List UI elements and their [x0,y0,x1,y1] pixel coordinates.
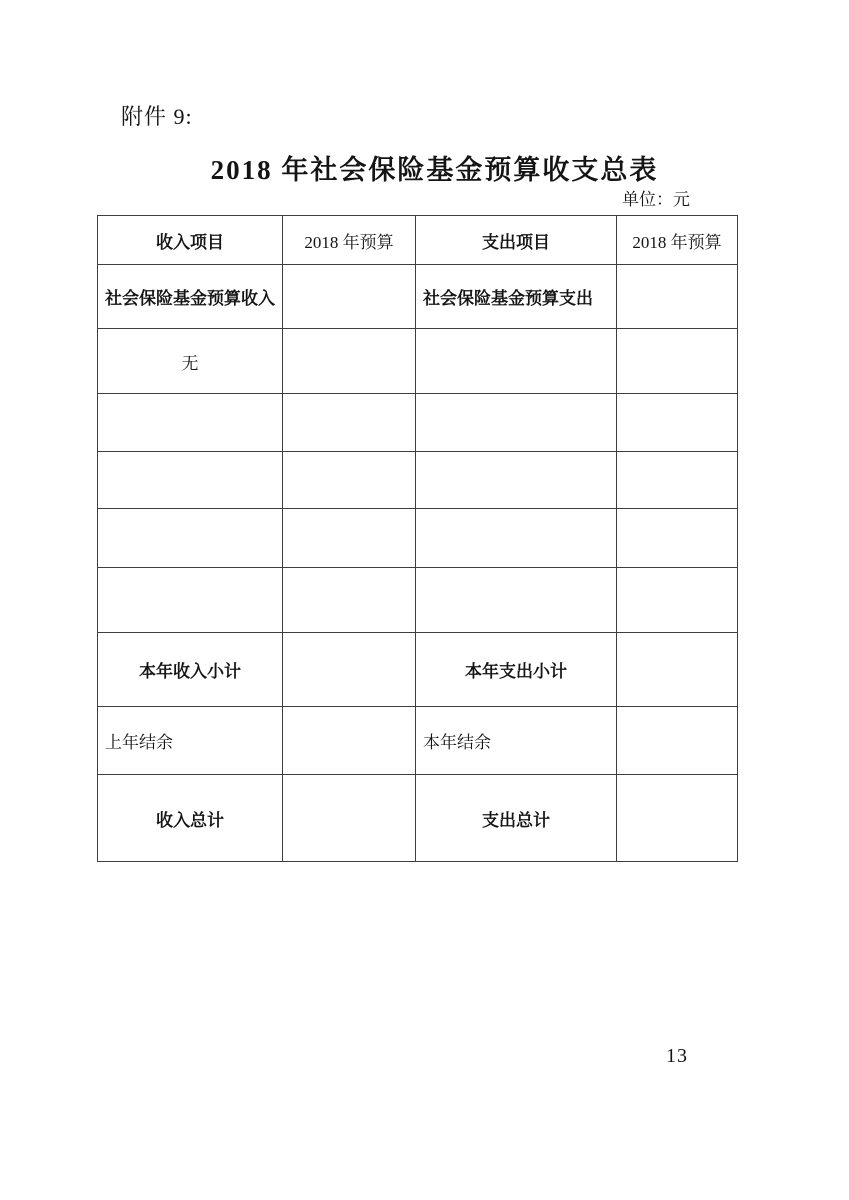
cell-expenditure-total-amount [617,775,738,862]
cell-prior-year-balance-amount [283,707,416,775]
document-title: 2018 年社会保险基金预算收支总表 [210,155,659,185]
cell-expenditure-category: 社会保险基金预算支出 [416,265,617,329]
cell-income-category: 社会保险基金预算收入 [98,265,283,329]
cell-empty [416,568,617,633]
page-number: 13 [666,1045,688,1067]
table-row-total [98,775,738,862]
header-income-items: 收入项目 [98,216,283,265]
table-header-row [98,216,738,265]
cell-prior-year-balance-label: 上年结余 [98,707,283,775]
cell-current-year-balance-amount [617,707,738,775]
attachment-label: 附件 9: [121,104,193,129]
cell-empty [617,452,738,509]
cell-empty [283,452,416,509]
table-row-empty [98,452,738,509]
cell-income-amount [283,265,416,329]
header-2018-budget-expenditure: 2018 年预算 [617,216,738,265]
cell-empty [283,509,416,568]
cell-expenditure-amount [617,265,738,329]
cell-empty [617,568,738,633]
cell-empty [416,509,617,568]
unit-label: 单位：元 [622,190,690,209]
cell-empty [416,452,617,509]
cell-income-subtotal-label: 本年收入小计 [98,633,283,707]
cell-expenditure-total-label: 支出总计 [416,775,617,862]
cell-income-total-label: 收入总计 [98,775,283,862]
cell-empty [283,329,416,394]
cell-current-year-balance-label: 本年结余 [416,707,617,775]
cell-empty [416,394,617,452]
cell-none-label: 无 [98,329,283,394]
cell-expenditure-subtotal-amount [617,633,738,707]
table-row-subtotal [98,633,738,707]
cell-empty [98,394,283,452]
cell-income-total-amount [283,775,416,862]
cell-empty [98,509,283,568]
cell-empty [416,329,617,394]
cell-expenditure-subtotal-label: 本年支出小计 [416,633,617,707]
cell-income-subtotal-amount [283,633,416,707]
table-row-fund-budget [98,265,738,329]
cell-empty [98,568,283,633]
cell-empty [617,394,738,452]
cell-empty [617,329,738,394]
table-row-empty [98,394,738,452]
cell-empty [98,452,283,509]
cell-empty [283,568,416,633]
cell-empty [283,394,416,452]
table-row-none [98,329,738,394]
table-row-empty [98,509,738,568]
table-row-balance [98,707,738,775]
budget-summary-table [97,215,738,862]
header-expenditure-items: 支出项目 [416,216,617,265]
header-2018-budget-income: 2018 年预算 [283,216,416,265]
table-row-empty [98,568,738,633]
cell-empty [617,509,738,568]
